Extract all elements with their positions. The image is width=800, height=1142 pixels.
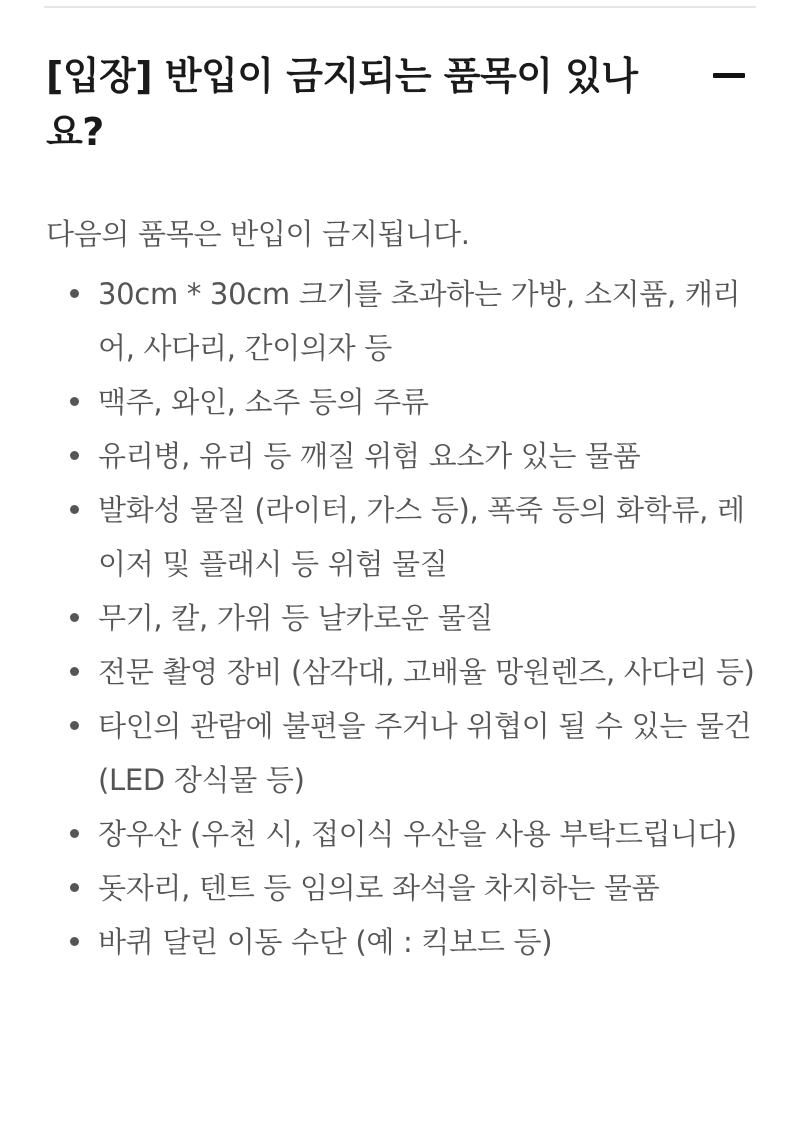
bullet-icon <box>70 397 79 406</box>
list-item-text: 바퀴 달린 이동 수단 (예 : 킥보드 등) <box>98 925 553 959</box>
collapse-button[interactable] <box>704 50 754 100</box>
bullet-icon <box>70 829 79 838</box>
list-item-text: 유리병, 유리 등 깨질 위험 요소가 있는 물품 <box>98 439 641 473</box>
list-item <box>46 699 758 807</box>
list-item <box>46 915 758 969</box>
list-item <box>46 375 758 429</box>
minus-icon <box>713 73 745 78</box>
list-item <box>46 861 758 915</box>
bullet-icon <box>70 613 79 622</box>
bullet-icon <box>70 289 79 298</box>
list-item <box>46 645 758 699</box>
bullet-icon <box>70 505 79 514</box>
prohibited-items-list <box>46 267 758 969</box>
list-item <box>46 807 758 861</box>
bullet-icon <box>70 721 79 730</box>
list-item-text: 타인의 관람에 불편을 주거나 위협이 될 수 있는 물건 (LED 장식물 등) <box>98 709 752 797</box>
list-item <box>46 267 758 375</box>
list-item <box>46 429 758 483</box>
list-item-text: 맥주, 와인, 소주 등의 주류 <box>98 385 429 419</box>
faq-question[interactable]: [입장] 반입이 금지되는 품목이 있나요? <box>46 54 638 154</box>
list-item <box>46 483 758 591</box>
list-item-text: 장우산 (우천 시, 접이식 우산을 사용 부탁드립니다) <box>98 817 737 851</box>
bullet-icon <box>70 883 79 892</box>
top-divider <box>44 6 756 8</box>
bullet-icon <box>70 937 79 946</box>
bullet-icon <box>70 667 79 676</box>
bullet-icon <box>70 451 79 460</box>
list-item <box>46 591 758 645</box>
faq-item <box>46 48 758 969</box>
faq-answer <box>46 212 758 969</box>
faq-header[interactable] <box>46 48 758 160</box>
list-item-text: 전문 촬영 장비 (삼각대, 고배율 망원렌즈, 사다리 등) <box>98 655 755 689</box>
list-item-text: 30cm * 30cm 크기를 초과하는 가방, 소지품, 캐리어, 사다리, 간이의자 등 <box>98 277 741 365</box>
list-item-text: 발화성 물질 (라이터, 가스 등), 폭죽 등의 화학류, 레이저 및 플래시 등 위험 물질 <box>98 493 745 581</box>
list-item-text: 무기, 칼, 가위 등 날카로운 물질 <box>98 601 493 635</box>
answer-intro: 다음의 품목은 반입이 금지됩니다. <box>46 217 470 251</box>
list-item-text: 돗자리, 텐트 등 임의로 좌석을 차지하는 물품 <box>98 871 660 905</box>
